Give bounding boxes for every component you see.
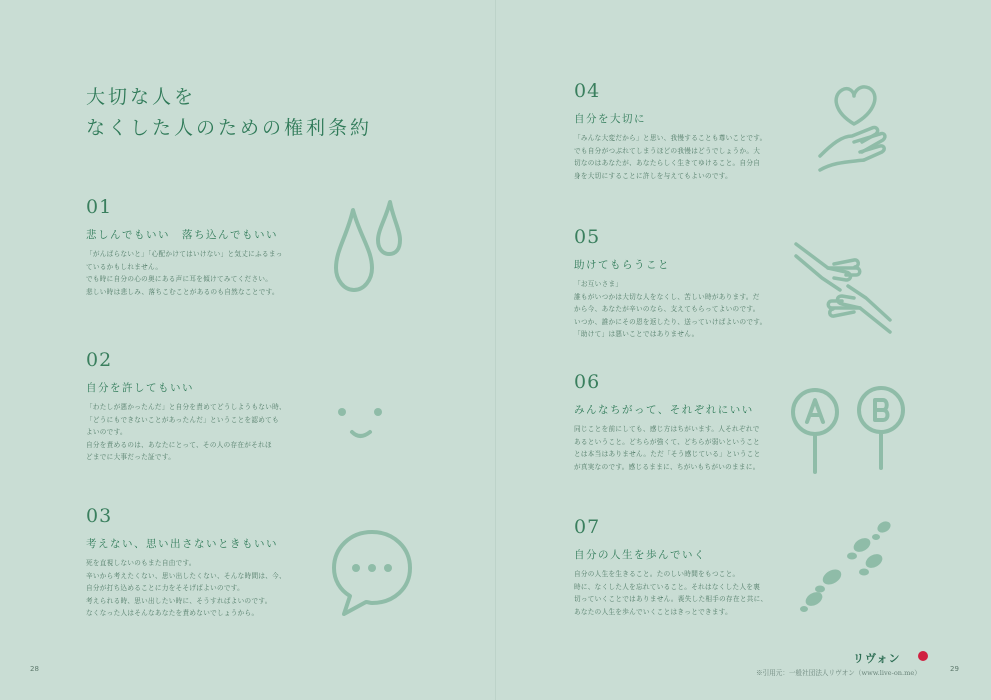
article-body [574, 423, 774, 473]
page-number-right: 29 [950, 665, 959, 673]
article-number: 02 [86, 349, 113, 371]
body-line: あるということ。どちらが強くて、どちらが弱いということ [574, 437, 760, 446]
live-on-logo [853, 650, 933, 666]
article-05 [574, 226, 774, 341]
article-body [574, 278, 774, 341]
body-line: 自分の人生を生きること。たのしい時間をもつこと。 [574, 570, 740, 578]
speech-bubble-icon [330, 528, 416, 618]
body-line: 「がんばらないと」「心配かけてはいけない」と気丈にふるまっ [86, 250, 283, 258]
body-line: あなたの人生を歩んでいくことはきっとできます。 [574, 607, 733, 616]
article-heading: 自分の人生を歩んでいく [574, 549, 706, 561]
body-line: 辛いから考えたくない、思い出したくない、そんな時間は、今、 [86, 571, 286, 580]
article-body [86, 557, 326, 620]
body-line: 「わたしが悪かったんだ」と自分を責めてどうしようもない時、 [86, 403, 286, 411]
tears-icon [330, 198, 410, 298]
title-line-1: 大切な人を [86, 86, 197, 108]
article-number: 05 [574, 226, 601, 248]
article-number: 04 [574, 80, 601, 102]
logo-dot-icon [917, 650, 929, 662]
article-number: 06 [574, 371, 601, 393]
article-body [574, 132, 774, 182]
article-02 [86, 349, 326, 464]
body-line: 「どうにもできないことがあったんだ」ということを認めても [86, 415, 279, 424]
page-number-left: 28 [30, 665, 39, 673]
article-03 [86, 505, 326, 620]
article-07 [574, 516, 774, 618]
body-line: どまでに大事だった証です。 [86, 453, 176, 462]
body-line: 考えられる時、思い出したい時に、そうすればよいのです。 [86, 596, 272, 605]
body-line: よいのです。 [86, 428, 127, 437]
article-heading: 助けてもらうこと [574, 259, 670, 271]
body-line: 「みんな大変だから」と思い、我慢することも尊いことです。 [574, 134, 767, 142]
page-gutter [495, 0, 496, 700]
hand-holding-heart-icon [814, 78, 894, 188]
page-title [86, 82, 416, 144]
body-line: いつか、誰かにその恩を返したり、送っていけばよいのです。 [574, 317, 767, 326]
article-heading: 自分を大切に [574, 113, 646, 125]
body-line: 「お互いさま」 [574, 280, 623, 288]
logo-text: リヴォン [853, 652, 901, 665]
body-line: から今、あなたが辛いのなら、支えてもらってよいのです。 [574, 305, 760, 314]
body-line: 同じことを前にしても、感じ方はちがいます。人それぞれで [574, 425, 760, 433]
article-body [86, 248, 326, 298]
article-number: 03 [86, 505, 113, 527]
source-credit: ※引用元：一般社団法人リヴオン（www.live-on.me） [756, 669, 921, 677]
body-line: 身を大切にすることに許しを与えてもよいのです。 [574, 171, 733, 180]
body-line: 時に、なくした人を忘れていること。それはなくした人を裏 [574, 582, 761, 591]
body-line: 自分を責めるのは、あなたにとって、その人の存在がそれほ [86, 440, 272, 449]
body-line: でも自分がつぶれてしまうほどの我慢はどうでしょうか。大 [574, 146, 761, 155]
body-line: 悲しい時は悲しみ、落ちこむことがあるのも自然なことです。 [86, 287, 279, 296]
body-line: 切っていくことではありません。喪失した相手の存在と共に、 [574, 595, 768, 604]
footprints-icon [792, 515, 902, 615]
article-heading: 悲しんでもいい 落ち込んでもいい [86, 229, 278, 241]
article-number: 07 [574, 516, 601, 538]
body-line: とは本当はありません。ただ「そう感じている」ということ [574, 450, 761, 459]
body-line: 切なのはあなたが、あなたらしく生きてゆけること。自分自 [574, 159, 761, 168]
body-line: 誰もがいつかは大切な人をなくし、苦しい時があります。だ [574, 292, 760, 301]
article-04 [574, 80, 774, 182]
body-line: でも時に自分の心の奥にある声に耳を傾けてみてください。 [86, 275, 273, 284]
article-heading: 考えない、思い出さないときもいい [86, 538, 278, 550]
article-body [86, 401, 326, 464]
body-line: が真実なのです。感じるままに、ちがいもちがいのままに。 [574, 462, 760, 471]
title-line-2: なくした人のための権利条約 [86, 117, 373, 139]
article-06 [574, 371, 774, 473]
article-heading: みんなちがって、それぞれにいい [574, 404, 754, 416]
smiley-face-icon [332, 400, 392, 448]
body-line: なくなった人はそんなあなたを責めないでしょうから。 [86, 609, 259, 618]
article-number: 01 [86, 196, 113, 218]
helping-hands-icon [794, 228, 894, 348]
body-line: 「助けて」は悪いことではありません。 [574, 330, 699, 339]
article-01 [86, 196, 326, 298]
body-line: ているかもしれません。 [86, 262, 163, 271]
article-body [574, 568, 774, 618]
body-line: 死を直視しないのもまた自由です。 [86, 559, 196, 567]
body-line: 自分が打ち込めることに力をそそげばよいのです。 [86, 584, 245, 593]
article-heading: 自分を許してもいい [86, 382, 194, 394]
ab-signs-icon [789, 380, 909, 476]
